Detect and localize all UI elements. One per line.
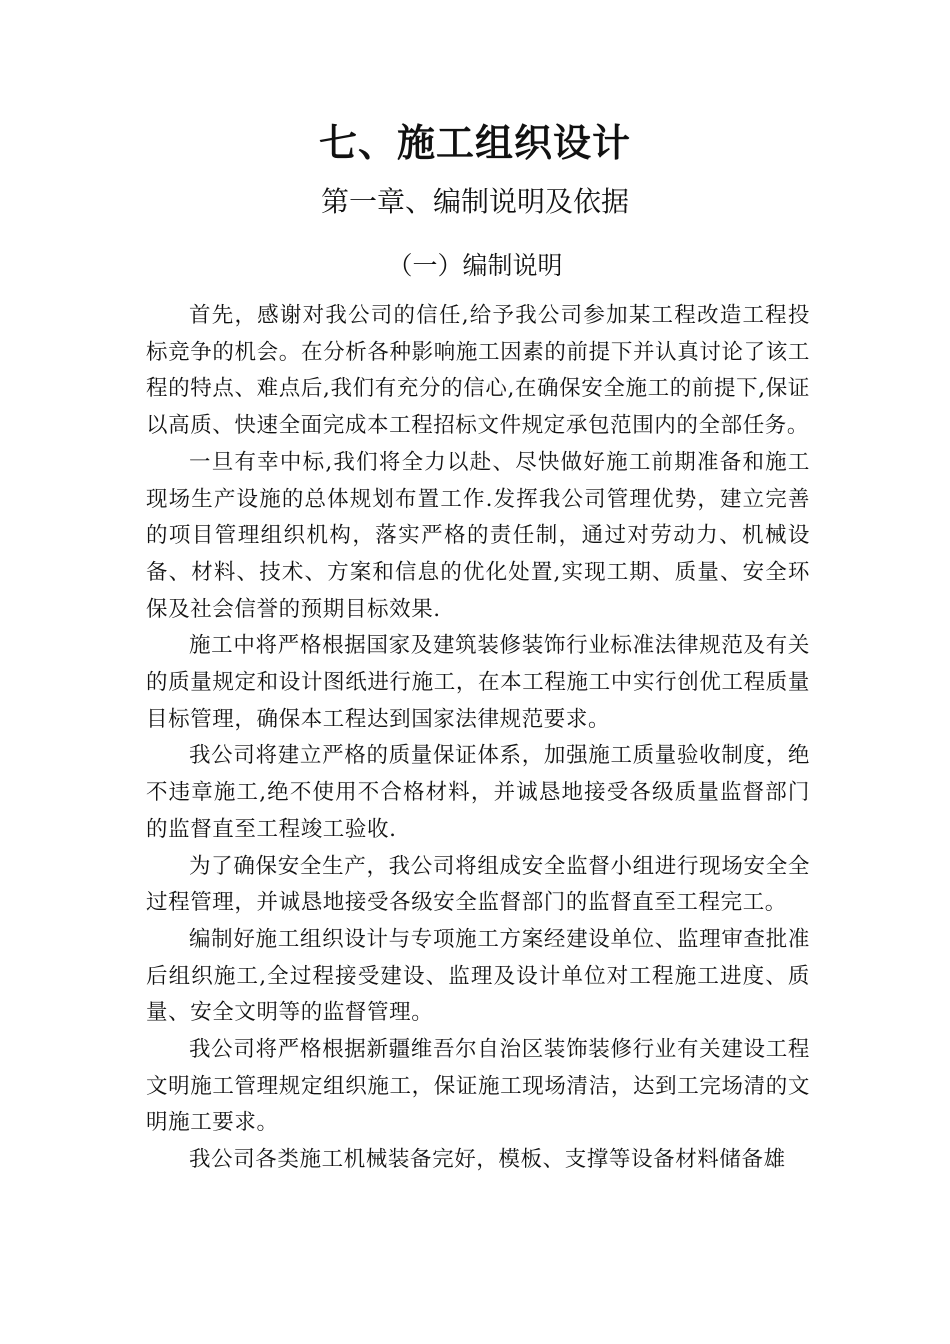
paragraph-6: 编制好施工组织设计与专项施工方案经建设单位、监理审查批准后组织施工,全过程接受建设、监理及设计单位对工程施工进度、质量、安全文明等的监督管理。 [146,926,810,1026]
chapter-heading: 第一章、编制说明及依据 [320,185,629,218]
body-text [146,298,810,1179]
paragraph-5: 为了确保安全生产，我公司将组成安全监督小组进行现场安全全过程管理，并诚恳地接受各级安全监督部门的监督直至工程完工。 [146,853,810,916]
document-title: 七、施工组织设计 [318,120,631,165]
paragraph-1: 首先，感谢对我公司的信任,给予我公司参加某工程改造工程投标竞争的机会。在分析各种影响施工因素的前提下并认真讨论了该工程的特点、难点后,我们有充分的信心,在确保安全施工的前提下,保证以高质、快速全面完成本工程招标文件规定承包范围内的全部任务。 [146,303,810,439]
paragraph-4: 我公司将建立严格的质量保证体系，加强施工质量验收制度，绝不违章施工,绝不使用不合格材料，并诚恳地接受各级质量监督部门的监督直至工程竣工验收. [146,743,810,842]
paragraph-8: 我公司各类施工机械装备完好，模板、支撑等设备材料储备雄 [189,1147,786,1173]
paragraph-7: 我公司将严格根据新疆维吾尔自治区装饰装修行业有关建设工程文明施工管理规定组织施工，保证施工现场清洁，达到工完场清的文明施工要求。 [146,1037,810,1136]
section-heading: （一）编制说明 [387,251,563,280]
paragraph-3: 施工中将严格根据国家及建筑装修装饰行业标准法律规范及有关的质量规定和设计图纸进行施工，在本工程施工中实行创优工程质量目标管理，确保本工程达到国家法律规范要求。 [146,633,810,732]
paragraph-2: 一旦有幸中标,我们将全力以赴、尽快做好施工前期准备和施工现场生产设施的总体规划布置工作.发挥我公司管理优势，建立完善的项目管理组织机构，落实严格的责任制，通过对劳动力、机械设备、材料、技术、方案和信息的优化处置,实现工期、质量、安全环保及社会信誉的预期目标效果. [146,449,810,622]
